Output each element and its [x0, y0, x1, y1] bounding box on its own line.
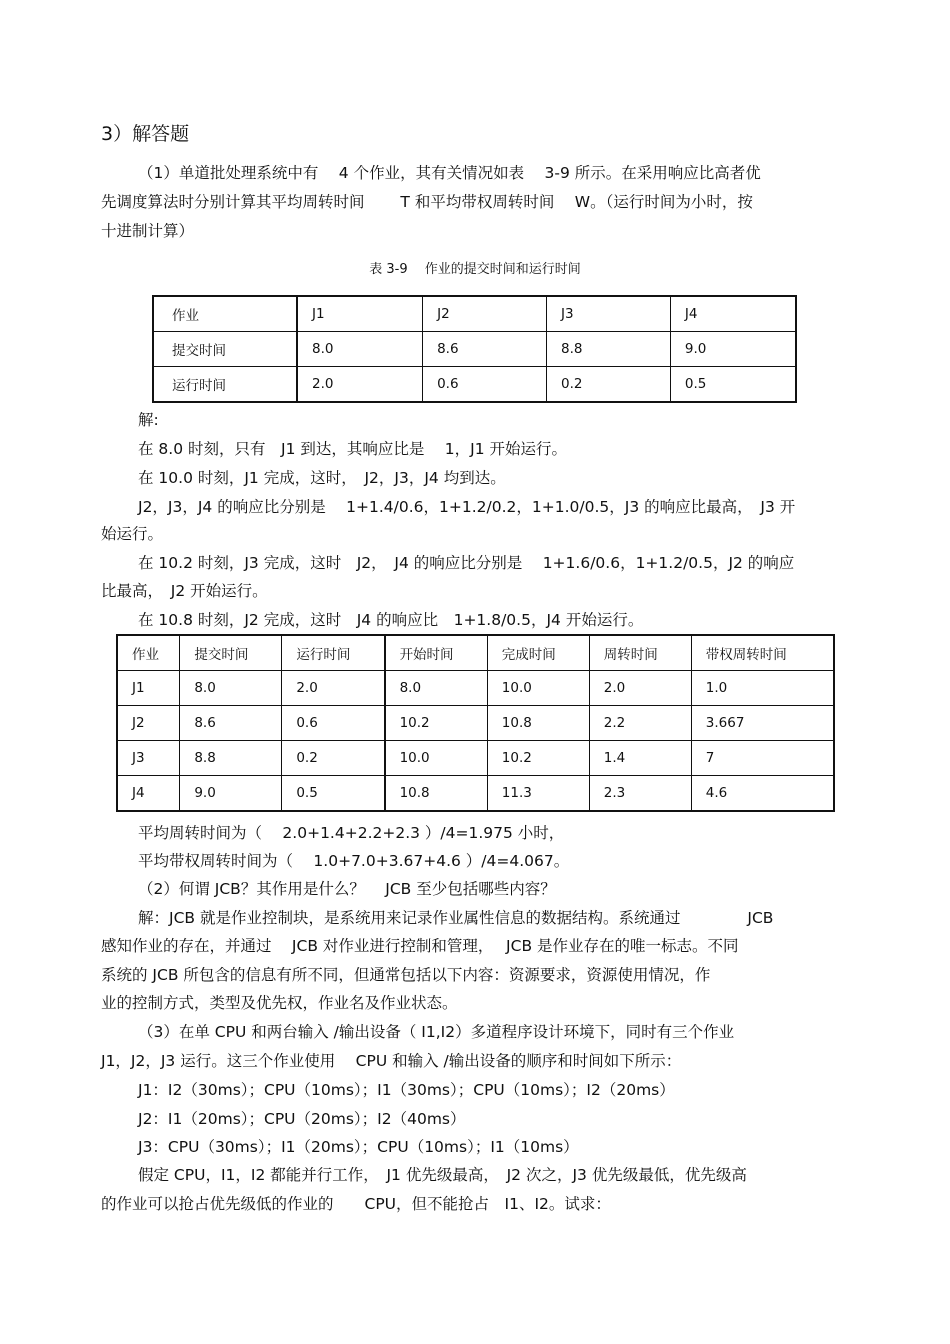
- table-row: [153, 367, 796, 403]
- table-cell: J2: [117, 706, 180, 741]
- table-caption: 表 3-9 作业的提交时间和运行时间: [369, 262, 581, 277]
- question-3-line: J2：I1（20ms）；CPU（20ms）；I2（40ms）: [138, 1110, 466, 1128]
- solution-line: 比最高， J2 开始运行。: [101, 582, 268, 600]
- table-cell: 开始时间: [385, 635, 488, 671]
- question-1-line: 先调度算法时分别计算其平均周转时间 T 和平均带权周转时间 W。（运行时间为小时，按: [101, 193, 753, 211]
- table-cell: 7: [691, 741, 834, 776]
- question-1-line: （1）单道批处理系统中有 4 个作业，其有关情况如表 3-9 所示。在采用响应比高者优: [138, 164, 761, 182]
- solution-line: J2，J3，J4 的响应比分别是 1+1.4/0.6，1+1.2/0.2，1+1.0/0.5，J3 的响应比最高， J3 开: [138, 498, 796, 516]
- table-cell: J3: [546, 296, 670, 332]
- scheduling-result-table: [116, 634, 835, 812]
- question-2-line: 业的控制方式，类型及优先权，作业名及作业状态。: [101, 994, 458, 1012]
- table-row: [117, 741, 834, 776]
- question-2-line: 解：JCB 就是作业控制块，是系统用来记录作业属性信息的数据结构。系统通过 JCB: [138, 909, 774, 927]
- table-cell: 10.8: [385, 776, 488, 812]
- table-cell: 8.0: [297, 332, 423, 367]
- table-cell: 9.0: [180, 776, 282, 812]
- table-cell: 0.6: [423, 367, 547, 403]
- table-cell: 带权周转时间: [691, 635, 834, 671]
- table-cell: 11.3: [487, 776, 589, 812]
- table-cell: J3: [117, 741, 180, 776]
- table-cell: 8.6: [180, 706, 282, 741]
- table-cell: 0.2: [282, 741, 385, 776]
- question-2-line: （2）何谓 JCB？其作用是什么？ JCB 至少包括哪些内容？: [138, 880, 556, 898]
- table-cell: 8.0: [180, 671, 282, 706]
- table-cell: 10.0: [385, 741, 488, 776]
- solution-line: 在 10.2 时刻，J3 完成，这时 J2， J4 的响应比分别是 1+1.6/0.6，1+1.2/0.5，J2 的响应: [138, 554, 795, 572]
- question-3-line: J1，J2，J3 运行。这三个作业使用 CPU 和输入 /输出设备的顺序和时间如下所示：: [101, 1052, 682, 1070]
- table-cell: 完成时间: [487, 635, 589, 671]
- table-cell: 2.2: [589, 706, 691, 741]
- table-cell: 9.0: [670, 332, 796, 367]
- table-row: [117, 776, 834, 812]
- table-cell: 2.0: [282, 671, 385, 706]
- table-cell: 10.2: [385, 706, 488, 741]
- table-cell: J4: [670, 296, 796, 332]
- table-cell: 运行时间: [153, 367, 297, 403]
- solution-line: 始运行。: [101, 525, 164, 543]
- table-cell: 0.5: [282, 776, 385, 812]
- table-cell: 10.8: [487, 706, 589, 741]
- table-row: [117, 671, 834, 706]
- question-2-line: 系统的 JCB 所包含的信息有所不同，但通常包括以下内容：资源要求，资源使用情况，作: [101, 966, 711, 984]
- table-cell: 10.0: [487, 671, 589, 706]
- table-cell: J2: [423, 296, 547, 332]
- table-cell: 8.8: [546, 332, 670, 367]
- section-heading: 3）解答题: [101, 123, 190, 145]
- question-3-line: 假定 CPU，I1，I2 都能并行工作， J1 优先级最高， J2 次之，J3 优先级最低，优先级高: [138, 1166, 747, 1184]
- table-row: [117, 706, 834, 741]
- question-2-line: 感知作业的存在，并通过 JCB 对作业进行控制和管理， JCB 是作业存在的唯一标志。不同: [101, 937, 739, 955]
- table-cell: 运行时间: [282, 635, 385, 671]
- question-3-line: J1：I2（30ms）；CPU（10ms）；I1（30ms）；CPU（10ms）；I2（20ms）: [138, 1081, 675, 1099]
- solution-line: 在 10.8 时刻，J2 完成，这时 J4 的响应比 1+1.8/0.5，J4 开始运行。: [138, 611, 644, 629]
- table-cell: 4.6: [691, 776, 834, 812]
- table-cell: 1.4: [589, 741, 691, 776]
- question-3-line: （3）在单 CPU 和两台输入 /输出设备（ I1,I2）多道程序设计环境下，同时有三个作业: [138, 1023, 735, 1041]
- table-cell: 0.2: [546, 367, 670, 403]
- table-cell: J1: [297, 296, 423, 332]
- solution-line: 解:: [138, 411, 159, 429]
- table-cell: 8.0: [385, 671, 488, 706]
- table-cell: 提交时间: [153, 332, 297, 367]
- table-cell: 周转时间: [589, 635, 691, 671]
- table-cell: 1.0: [691, 671, 834, 706]
- table-cell: 10.2: [487, 741, 589, 776]
- question-3-line: 的作业可以抢占优先级低的作业的 CPU，但不能抢占 I1、I2。试求：: [101, 1195, 611, 1213]
- table-cell: 8.8: [180, 741, 282, 776]
- question-1-line: 十进制计算）: [101, 222, 195, 240]
- result-line: 平均带权周转时间为（ 1.0+7.0+3.67+4.6 ）/4=4.067。: [138, 852, 570, 870]
- table-cell: J1: [117, 671, 180, 706]
- table-cell: 0.5: [670, 367, 796, 403]
- table-cell: 3.667: [691, 706, 834, 741]
- solution-line: 在 10.0 时刻，J1 完成，这时， J2，J3，J4 均到达。: [138, 469, 506, 487]
- result-line: 平均周转时间为（ 2.0+1.4+2.2+2.3 ）/4=1.975 小时，: [138, 824, 565, 842]
- table-cell: 2.0: [297, 367, 423, 403]
- table-cell: 提交时间: [180, 635, 282, 671]
- table-cell: 2.0: [589, 671, 691, 706]
- job-submission-table: [152, 295, 797, 403]
- table-cell: J4: [117, 776, 180, 812]
- question-3-line: J3：CPU（30ms）；I1（20ms）；CPU（10ms）；I1（10ms）: [138, 1138, 579, 1156]
- table-cell: 0.6: [282, 706, 385, 741]
- table-cell: 作业: [153, 296, 297, 332]
- solution-line: 在 8.0 时刻，只有 J1 到达，其响应比是 1，J1 开始运行。: [138, 440, 568, 458]
- table-row: [153, 296, 796, 332]
- table-cell: 2.3: [589, 776, 691, 812]
- table-cell: 作业: [117, 635, 180, 671]
- table-row: [117, 635, 834, 671]
- table-cell: 8.6: [423, 332, 547, 367]
- table-row: [153, 332, 796, 367]
